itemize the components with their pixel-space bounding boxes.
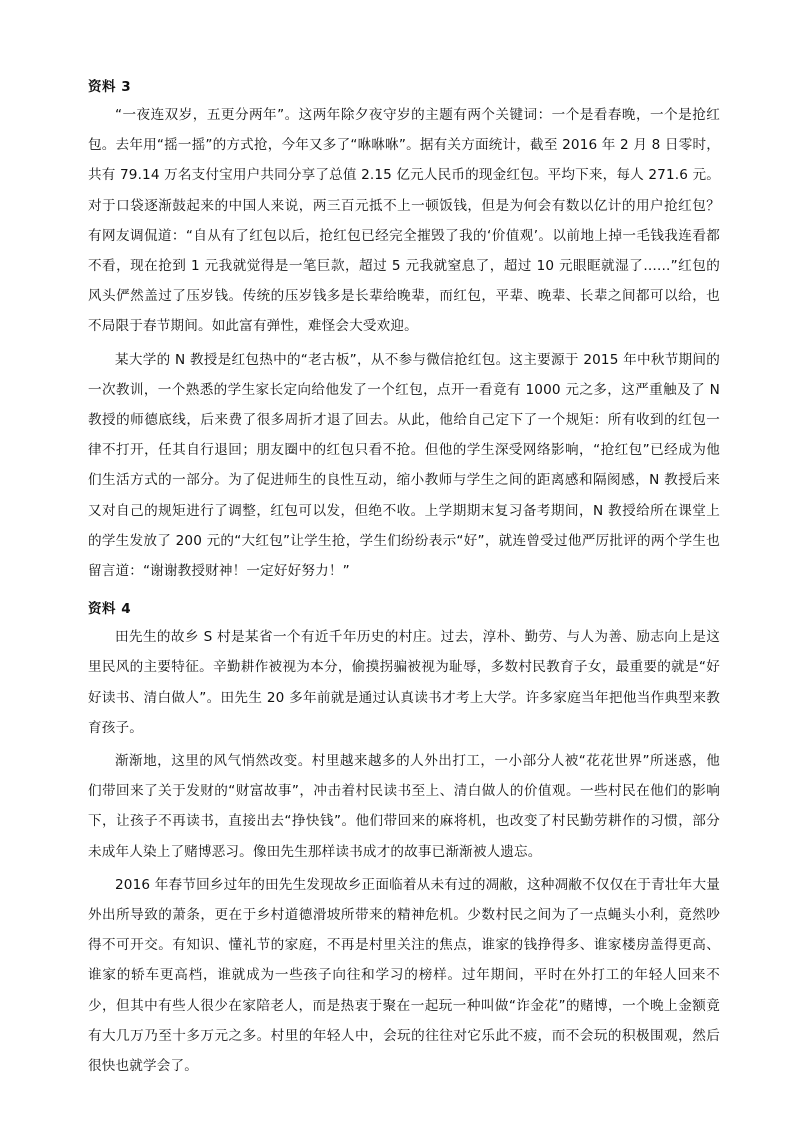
section-title: 资料 3 — [88, 79, 132, 95]
paragraph: 某大学的 N 教授是红包热中的“老古板”，从不参与微信抢红包。这主要源于 2015 年中秋节期间的一次教训，一个熟悉的学生家长定向给他发了一个红包，点开一看竟有 1000 元之多，这严重触及了 N 教授的师德底线，后来费了很多周折才退了回去。从此，他给自己定下了一个规矩：所有收到的红包一律不打开，任其自行退回；朋友圈中的红包只看不抢。但他的学生深受网络影响，“抢红包”已经成为他们生活方式的一部分。为了促进师生的良性互动，缩小教师与学生之间的距离感和隔阂感，N 教授后来又对自己的规矩进行了调整，红包可以发，但绝不收。上学期期末复习备考期间，N 教授给所在课堂上的学生发放了 200 元的“大红包”让学生抢，学生们纷纷表示“好”，就连曾受过他严厉批评的两个学生也留言道：“谢谢教授财神！一定好好努力！” — [88, 351, 720, 580]
section-title: 资料 4 — [88, 601, 132, 618]
paragraph: 田先生的故乡 S 村是某省一个有近千年历史的村庄。过去，淳朴、勤劳、与人为善、励志向上是这里民风的主要特征。辛勤耕作被视为本分，偷摸拐骗被视为耻辱，多数村民教育子女，最重要的就是“好好读书、清白做人”。田先生 20 多年前就是通过认真读书才考上大学。许多家庭当年把他当作典型来教育孩子。 — [88, 629, 720, 736]
paragraph: “一夜连双岁，五更分两年”。这两年除夕夜守岁的主题有两个关键词：一个是看春晚，一个是抢红包。去年用“摇一摇”的方式抢，今年又多了“咻咻咻”。据有关方面统计，截至 2016 年 2 月 8 日零时，共有 79.14 万名支付宝用户共同分享了总值 2.15 亿元人民币的现金红包。平均下来，每人 271.6 元。对于口袋逐渐鼓起来的中国人来说，两三百元抵不上一顿饭钱，但是为何会有数以亿计的用户抢红包？有网友调侃道：“自从有了红包以后，抢红包已经完全摧毁了我的‘价值观’。以前地上掉一毛钱我连看都不看，现在抢到 1 元我就觉得是一笔巨款，超过 5 元我就窒息了，超过 10 元眼眶就湿了……”红包的风头俨然盖过了压岁钱。传统的压岁钱多是长辈给晚辈，而红包，平辈、晚辈、长辈之间都可以给，也不局限于春节期间。如此富有弹性，难怪会大受欢迎。 — [88, 107, 720, 335]
section-material-3 — [88, 76, 720, 586]
section-material-4 — [88, 598, 720, 1081]
document-page — [88, 64, 720, 1084]
paragraph: 2016 年春节回乡过年的田先生发现故乡正面临着从未有过的凋敝，这种凋敝不仅仅在于青壮年大量外出所导致的萧条，更在于乡村道德滑坡所带来的精神危机。少数村民之间为了一点蝇头小利，竟然吵得不可开交。有知识、懂礼节的家庭，不再是村里关注的焦点，谁家的钱挣得多、谁家楼房盖得更高、谁家的轿车更高档，谁就成为一些孩子向往和学习的榜样。过年期间，平时在外打工的年轻人回来不少，但其中有些人很少在家陪老人，而是热衷于聚在一起玩一种叫做“诈金花”的赌博，一个晚上金额竟有大几万乃至十多万元之多。村里的年轻人中，会玩的往往对它乐此不疲，而不会玩的积极围观，然后很快也就学会了。 — [88, 876, 720, 1075]
paragraph: 渐渐地，这里的风气悄然改变。村里越来越多的人外出打工，一小部分人被“花花世界”所迷惑，他们带回来了关于发财的“财富故事”，冲击着村民读书至上、清白做人的价值观。一些村民在他们的影响下，让孩子不再读书，直接出去“挣快钱”。他们带回来的麻将机，也改变了村民勤劳耕作的习惯，部分未成年人染上了赌博恶习。像田先生那样读书成才的故事已渐渐被人遗忘。 — [88, 753, 720, 860]
